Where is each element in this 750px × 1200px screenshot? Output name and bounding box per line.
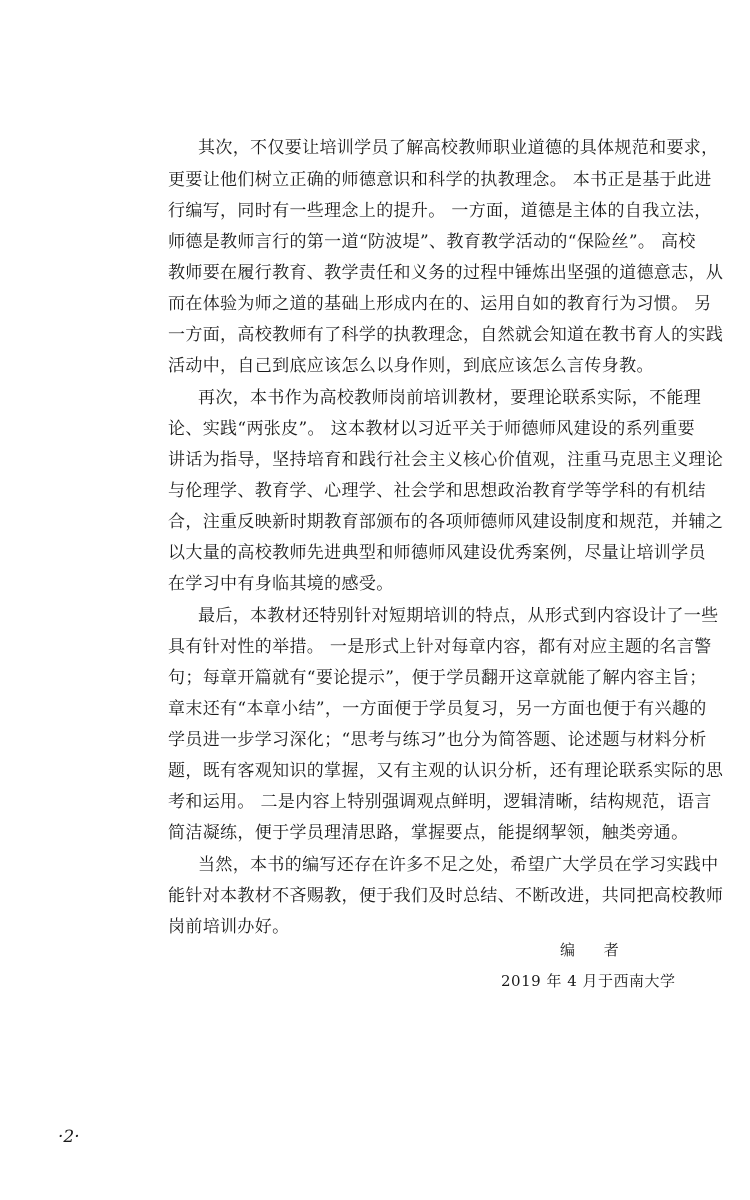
text-line: 行编写，同时有一些理念上的提升。 一方面，道德是主体的自我立法， — [168, 201, 712, 221]
signature-date: 2019 年 4 月于西南大学 — [501, 972, 676, 990]
text-line: 句；每章开篇就有“要论提示”，便于学员翻开这章就能了解内容主旨； — [168, 668, 707, 688]
text-line: 岗前培训办好。 — [168, 917, 290, 937]
text-line: 其次，不仅要让培训学员了解高校教师职业道德的具体规范和要求， — [198, 138, 719, 158]
text-line: 师德是教师言行的第一道“防波堤”、教育教学活动的“保险丝”。 高校 — [168, 232, 696, 252]
text-line: 更要让他们树立正确的师德意识和科学的执教理念。 本书正是基于此进 — [168, 170, 712, 190]
text-line: 考和运用。 二是内容上特别强调观点鲜明，逻辑清晰，结构规范，语言 — [168, 792, 712, 812]
text-line: 再次，本书作为高校教师岗前培训教材，要理论联系实际，不能理 — [198, 388, 702, 408]
text-line: 章末还有“本章小结”，一方面便于学员复习，另一方面也便于有兴趣的 — [168, 699, 707, 719]
text-line: 学员进一步学习深化；“思考与练习”也分为简答题、论述题与材料分析 — [168, 730, 707, 750]
text-line: 当然，本书的编写还存在许多不足之处，希望广大学员在学习实践中 — [198, 855, 719, 875]
text-line: 而在体验为师之道的基础上形成内在的、运用自如的教育行为习惯。 另 — [168, 294, 712, 314]
text-line: 在学习中有身临其境的感受。 — [168, 574, 394, 594]
text-line: 与伦理学、教育学、心理学、社会学和思想政治教育学等学科的有机结 — [168, 481, 706, 501]
text-line: 合，注重反映新时期教育部颁布的各项师德师风建设制度和规范，并辅之 — [168, 512, 724, 532]
text-line: 一方面，高校教师有了科学的执教理念，自然就会知道在教书育人的实践 — [168, 325, 724, 345]
page-number: ·2· — [58, 1127, 80, 1147]
text-line: 具有针对性的举措。 一是形式上针对每章内容，都有对应主题的名言警 — [168, 637, 712, 657]
text-line: 论、实践“两张皮”。 这本教材以习近平关于师德师风建设的系列重要 — [168, 419, 695, 439]
text-line: 活动中，自己到底应该怎么以身作则，到底应该怎么言传身教。 — [168, 356, 654, 376]
text-line: 最后，本教材还特别针对短期培训的特点，从形式到内容设计了一些 — [198, 606, 719, 626]
text-line: 教师要在履行教育、教学责任和义务的过程中锤炼出坚强的道德意志，从 — [168, 263, 724, 283]
text-line: 能针对本教材不吝赐教，便于我们及时总结、不断改进，共同把高校教师 — [168, 886, 724, 906]
text-line: 题，既有客观知识的掌握，又有主观的认识分析，还有理论联系实际的思 — [168, 761, 724, 781]
text-line: 讲话为指导，坚持培育和践行社会主义核心价值观，注重马克思主义理论 — [168, 450, 724, 470]
text-line: 以大量的高校教师先进典型和师德师风建设优秀案例，尽量让培训学员 — [168, 543, 706, 563]
text-line: 简洁凝练，便于学员理清思路，掌握要点，能提纲挈领，触类旁通。 — [168, 823, 689, 843]
editor-signature: 编 者 — [560, 941, 631, 959]
